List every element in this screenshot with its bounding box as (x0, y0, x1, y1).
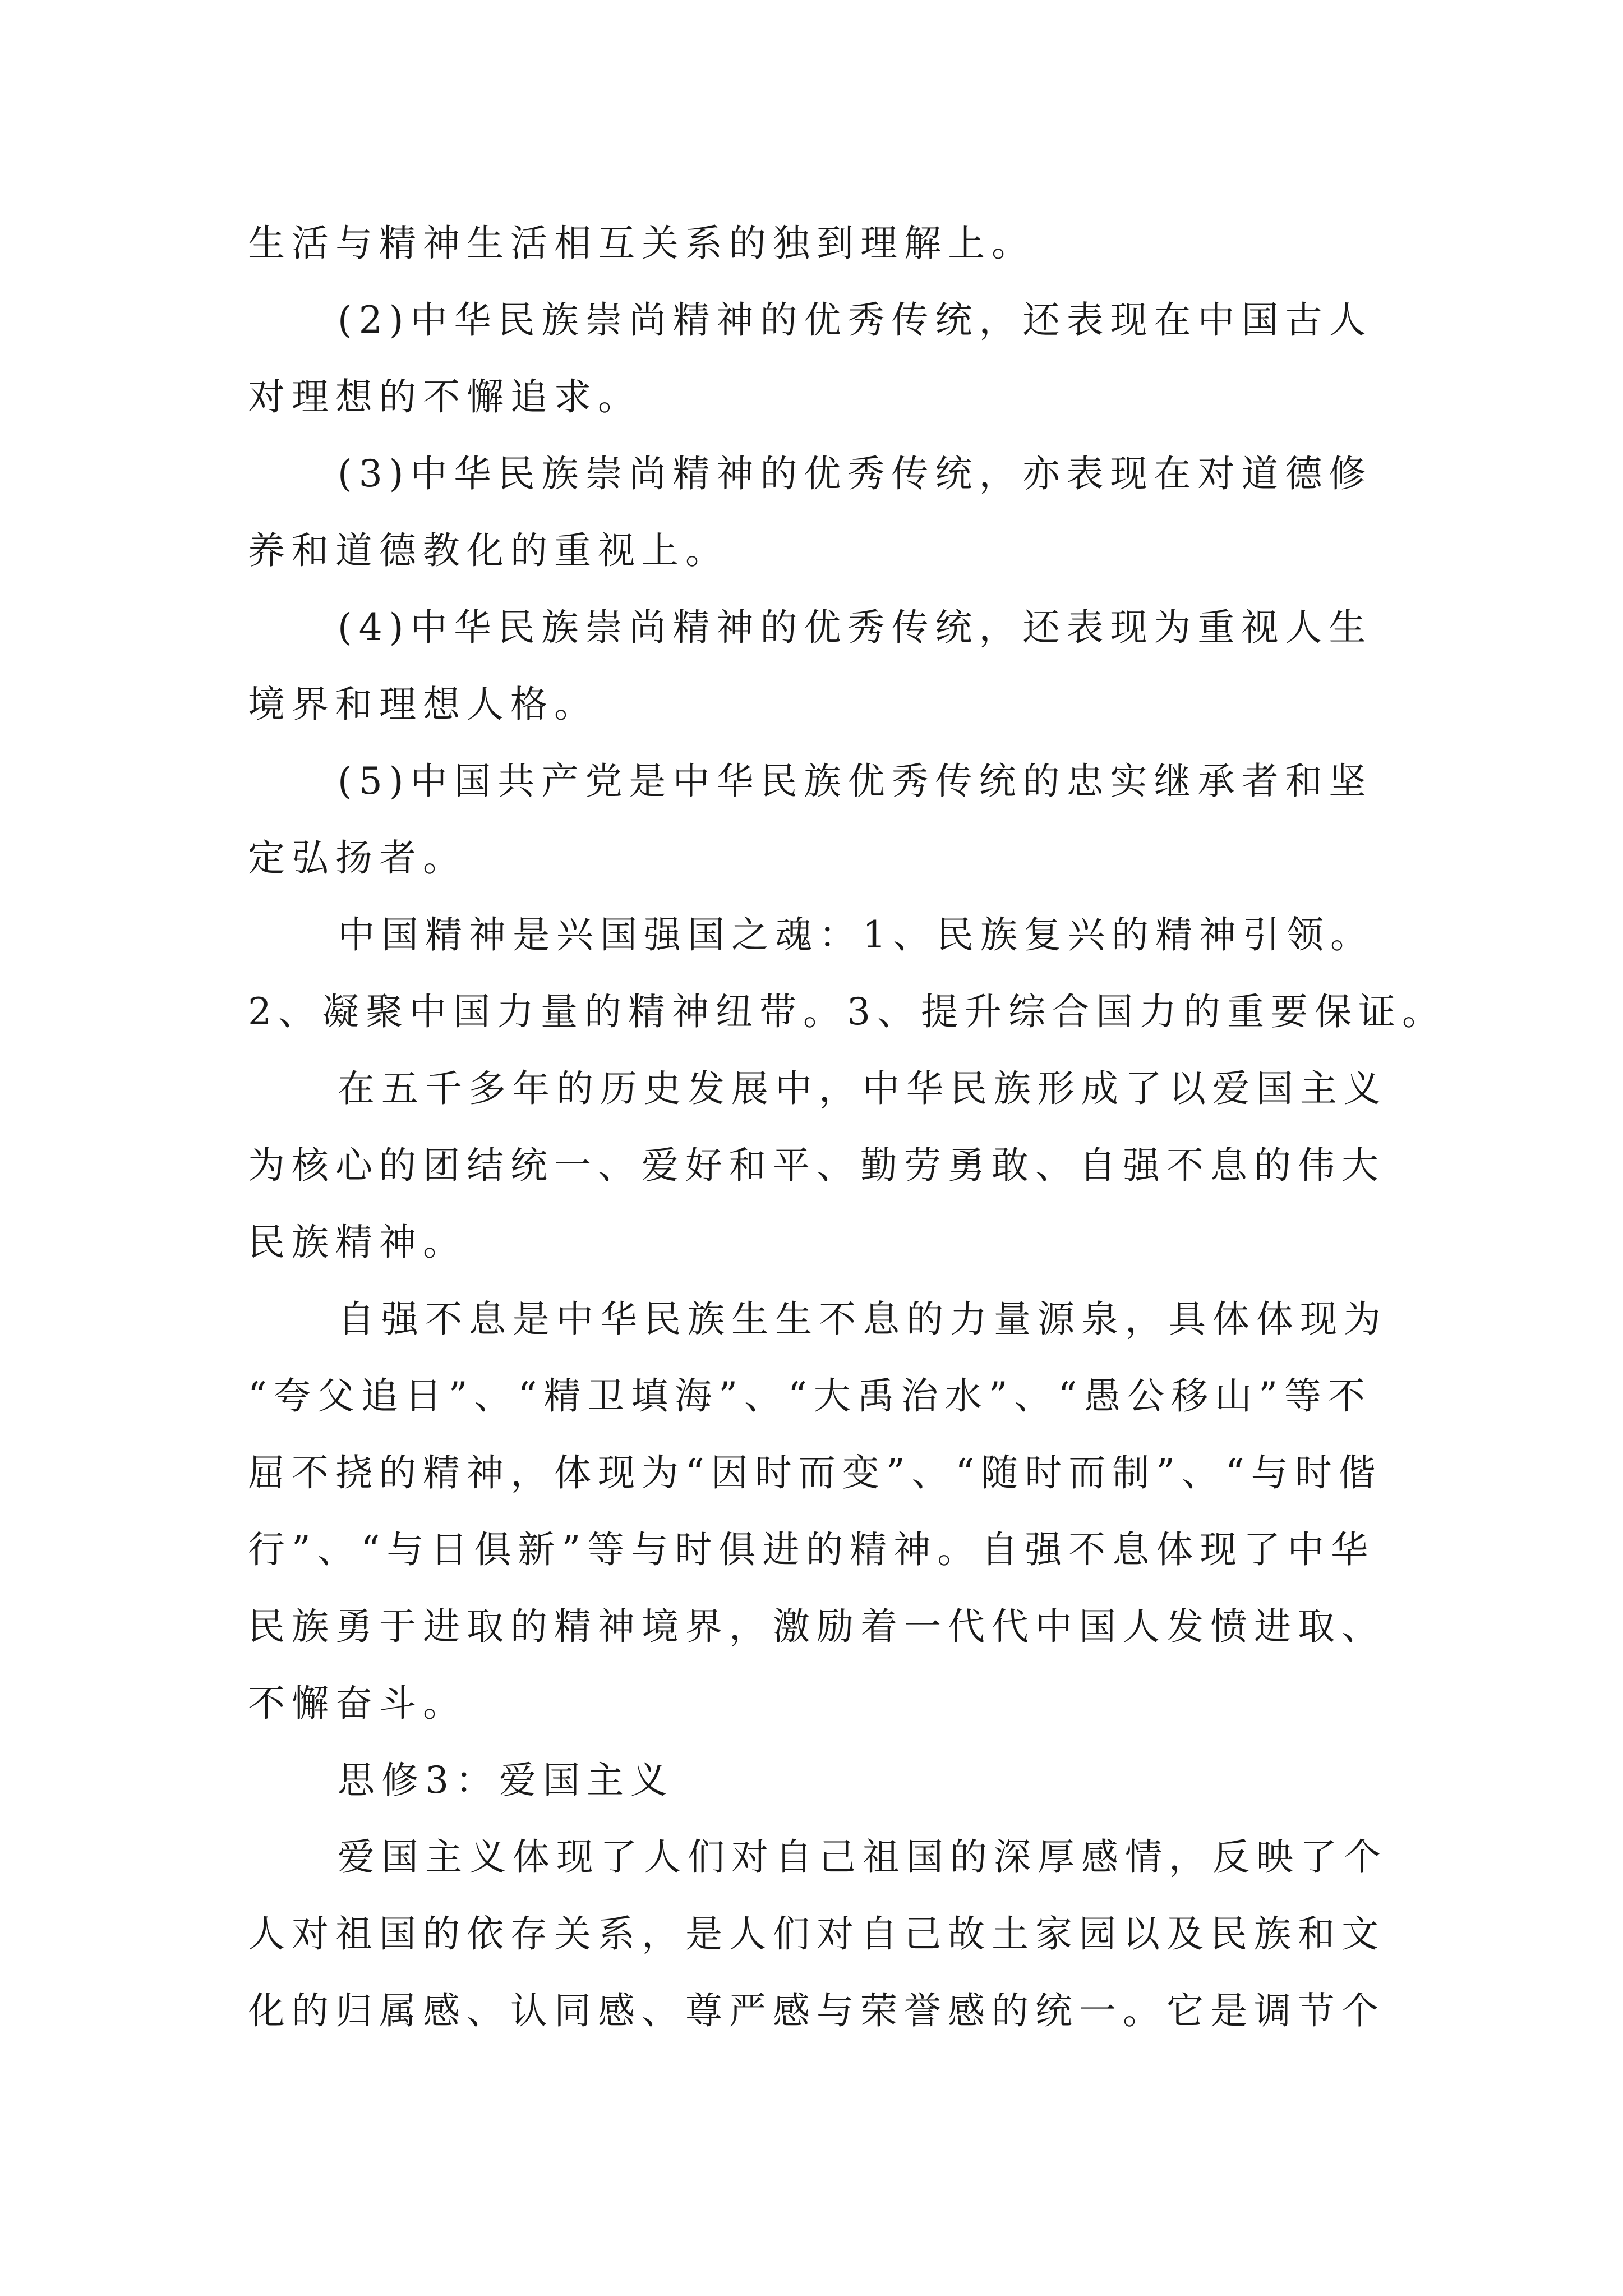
paragraph (248, 1819, 1538, 2049)
text-line: 行”、“与日俱新”等与时俱进的精神。自强不息体现了中华 (248, 1528, 1375, 1571)
text-line: 不懈奋斗。 (248, 1682, 467, 1725)
text-line: 爱国主义体现了人们对自己祖国的深厚感情，反映了个 (338, 1835, 1387, 1879)
text-line: 民族勇于进取的精神境界，激励着一代代中国人发愤进取、 (248, 1605, 1385, 1648)
text-line: 人对祖国的依存关系，是人们对自己故土家园以及民族和文 (248, 1912, 1385, 1955)
section-heading (248, 1742, 1538, 1819)
paragraph (248, 282, 1538, 435)
text-line: 对理想的不懈追求。 (248, 375, 642, 418)
document-body (248, 205, 1538, 2049)
text-line: 自强不息是中华民族生生不息的力量源泉，具体体现为 (338, 1297, 1387, 1341)
paragraph (248, 1050, 1538, 1281)
text-line: 定弘扬者。 (248, 836, 467, 880)
text-line: (2)中华民族崇尚精神的优秀传统，还表现在中国古人 (338, 298, 1373, 342)
paragraph (248, 205, 1538, 282)
text-line: 养和道德教化的重视上。 (248, 529, 729, 572)
paragraph (248, 1281, 1538, 1742)
text-line: 为核心的团结统一、爱好和平、勤劳勇敢、自强不息的伟大 (248, 1144, 1385, 1187)
text-line: 民族精神。 (248, 1221, 467, 1264)
text-line: 在五千多年的历史发展中，中华民族形成了以爱国主义 (338, 1067, 1387, 1110)
paragraph (248, 743, 1538, 896)
paragraph (248, 896, 1538, 1050)
text-line: “夸父追日”、“精卫填海”、“大禹治水”、“愚公移山”等不 (248, 1374, 1372, 1418)
paragraph (248, 435, 1538, 589)
text-line: 中国精神是兴国强国之魂：1、民族复兴的精神引领。 (338, 913, 1374, 956)
text-line: 境界和理想人格。 (248, 683, 598, 726)
text-line: 生活与精神生活相互关系的独到理解上。 (248, 222, 1035, 265)
text-line: 屈不挠的精神，体现为“因时而变”、“随时而制”、“与时偕 (248, 1451, 1382, 1494)
text-line: 化的归属感、认同感、尊严感与荣誉感的统一。它是调节个 (248, 1989, 1385, 2032)
paragraph (248, 589, 1538, 743)
section-heading-text: 思修3：爱国主义 (338, 1759, 674, 1802)
text-line: (3)中华民族崇尚精神的优秀传统，亦表现在对道德修 (338, 452, 1373, 495)
text-line: 2、凝聚中国力量的精神纽带。3、提升综合国力的重要保证。 (248, 990, 1446, 1033)
text-line: (4)中华民族崇尚精神的优秀传统，还表现为重视人生 (338, 606, 1373, 649)
text-line: (5)中国共产党是中华民族优秀传统的忠实继承者和坚 (338, 760, 1373, 803)
